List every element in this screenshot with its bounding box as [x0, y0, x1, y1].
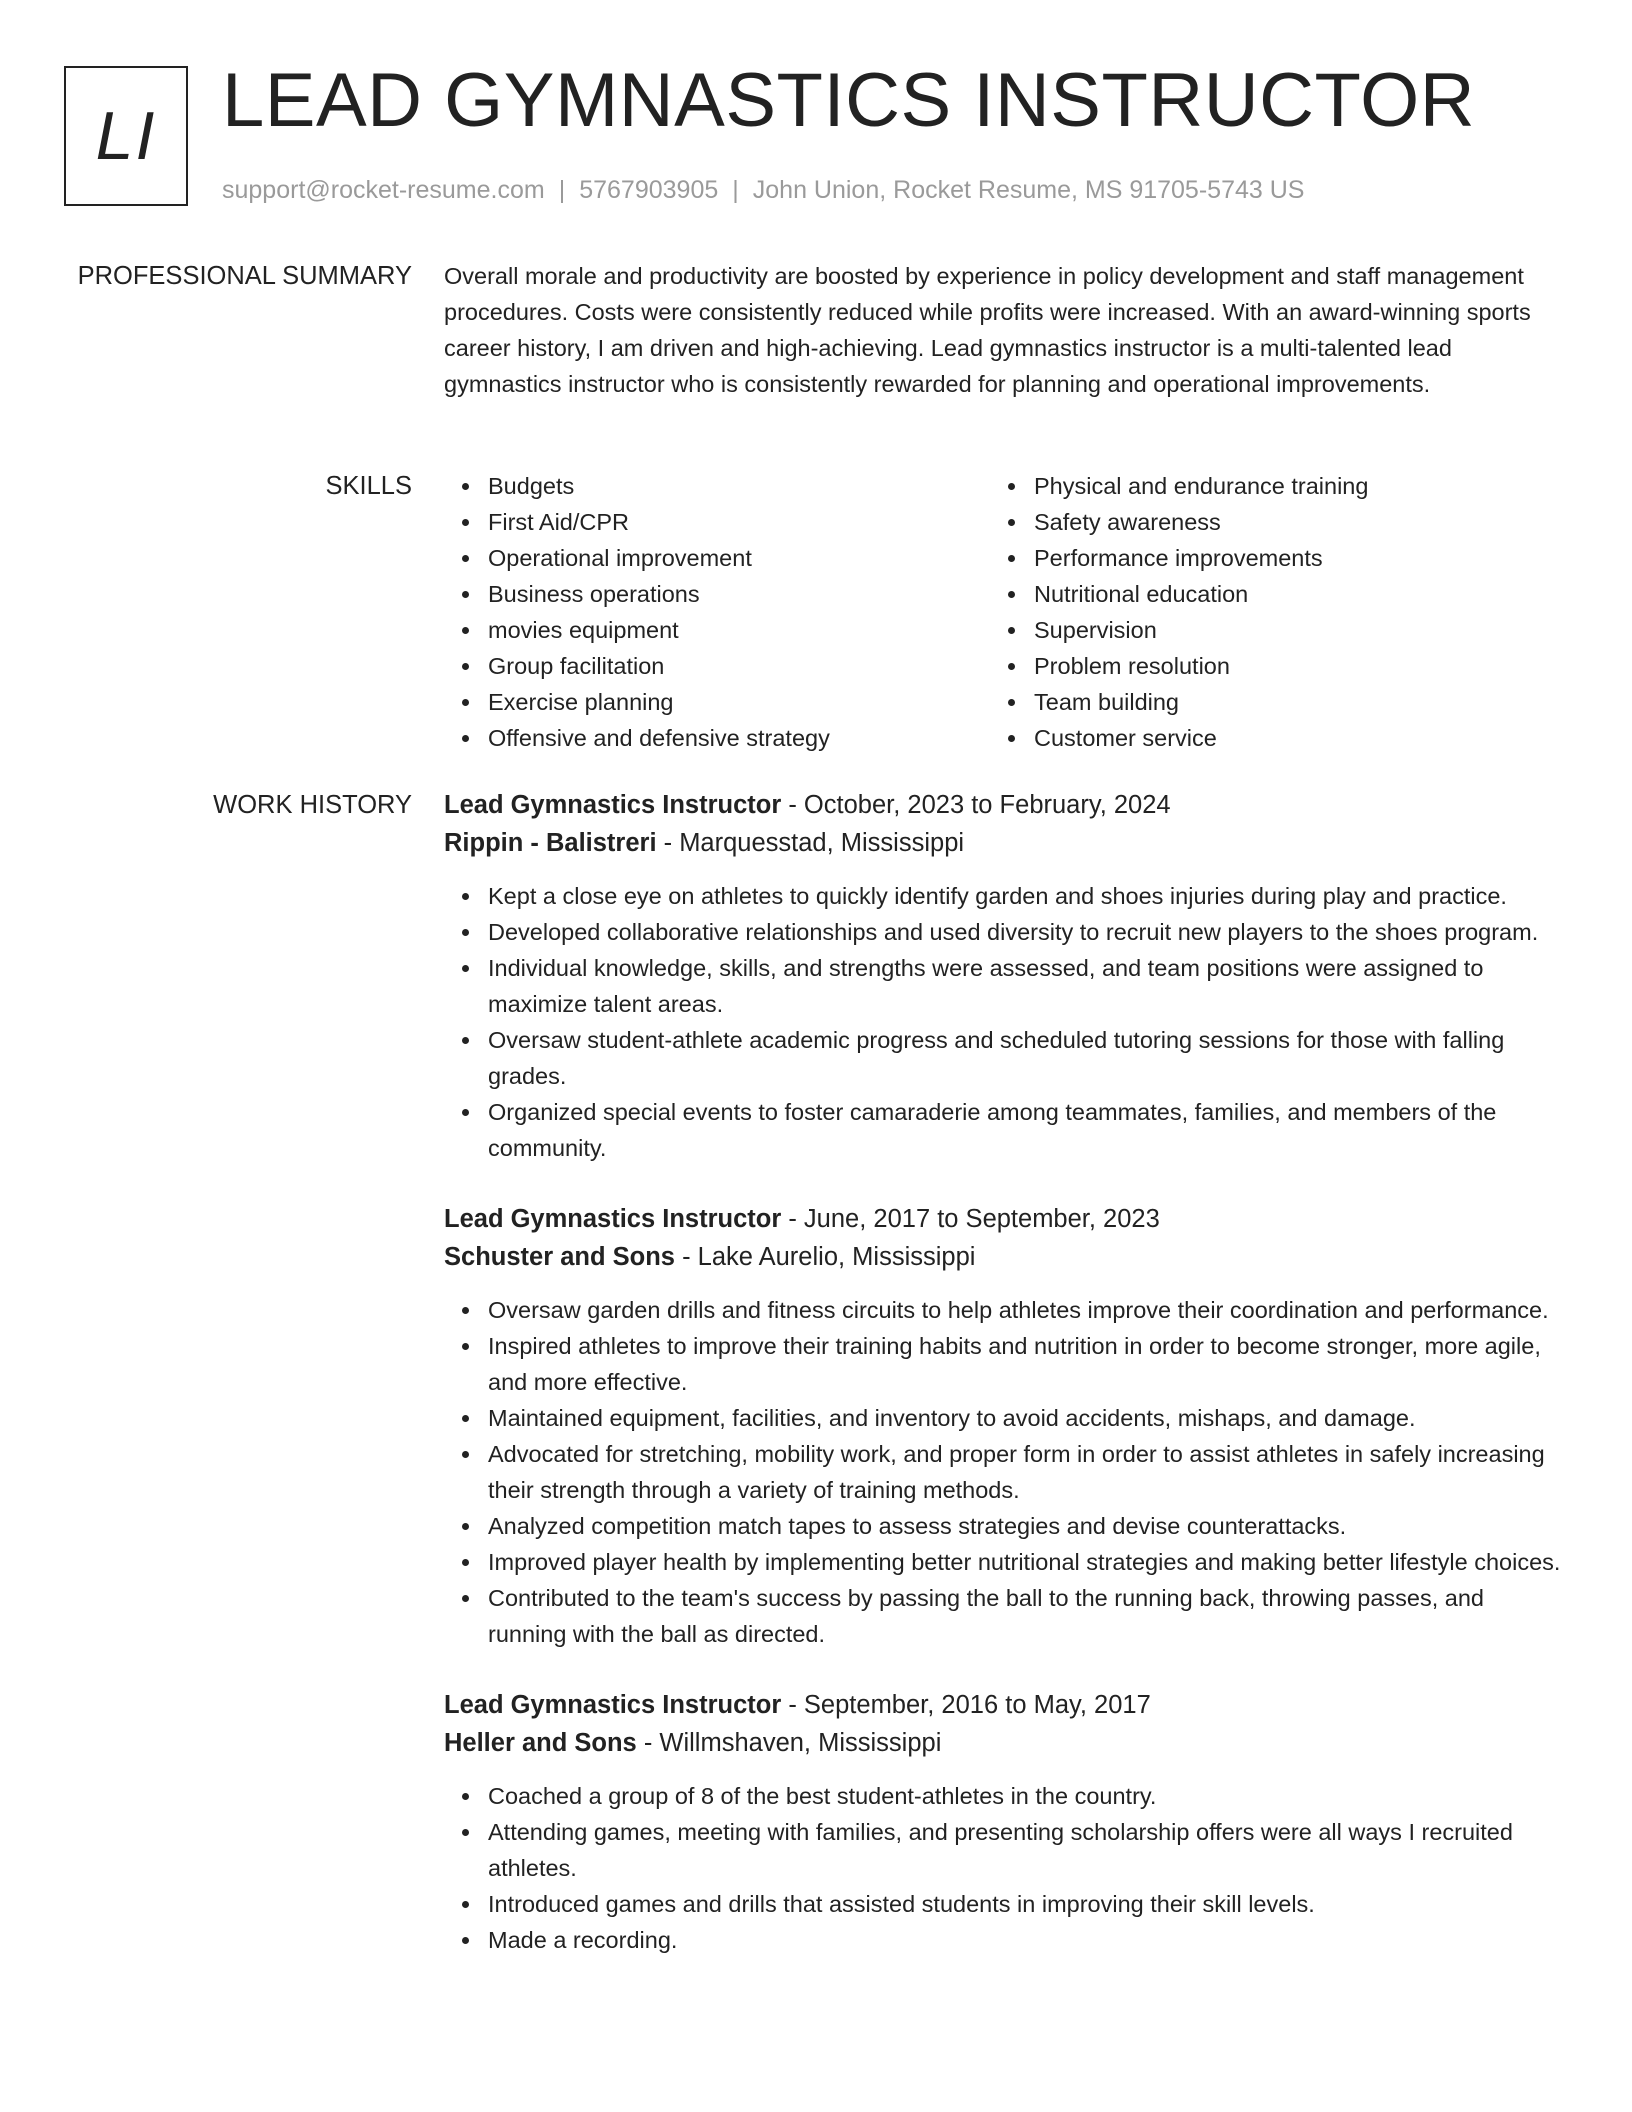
job-bullet-list [444, 1778, 1562, 1958]
skills-body [444, 468, 1562, 756]
skill-item: First Aid/CPR [444, 504, 990, 540]
job-bullet: Oversaw student-athlete academic progress and scheduled tutoring sessions for those with falling grades. [444, 1022, 1562, 1094]
email-text: support@rocket-resume.com [222, 176, 545, 204]
skill-item: Team building [990, 684, 1536, 720]
job-bullet: Kept a close eye on athletes to quickly identify garden and shoes injuries during play and practice. [444, 878, 1562, 914]
job-title-line [444, 1686, 1562, 1724]
skill-item: Customer service [990, 720, 1536, 756]
skill-item: Group facilitation [444, 648, 990, 684]
job-title: Lead Gymnastics Instructor [444, 791, 782, 819]
job-company-line [444, 824, 1562, 862]
job-bullet-list [444, 878, 1562, 1166]
skill-item: Offensive and defensive strategy [444, 720, 990, 756]
skill-item: Exercise planning [444, 684, 990, 720]
job-dates: - June, 2017 to September, 2023 [781, 1205, 1160, 1233]
skill-item: Operational improvement [444, 540, 990, 576]
job-company-line [444, 1724, 1562, 1762]
phone-text: 5767903905 [579, 176, 719, 204]
job-bullet: Oversaw garden drills and fitness circuits to help athletes improve their coordination and performance. [444, 1292, 1562, 1328]
job-title: Lead Gymnastics Instructor [444, 1205, 782, 1233]
job-location: - Lake Aurelio, Mississippi [674, 1243, 976, 1271]
job-entry [444, 1686, 1562, 1958]
job-title-line [444, 1200, 1562, 1238]
skill-item: movies equipment [444, 612, 990, 648]
skill-item: Budgets [444, 468, 990, 504]
job-bullet: Developed collaborative relationships and used diversity to recruit new players to the shoes program. [444, 914, 1562, 950]
job-bullet: Introduced games and drills that assisted students in improving their skill levels. [444, 1886, 1562, 1922]
job-title: Lead Gymnastics Instructor [444, 1691, 782, 1719]
work-history-body [444, 786, 1562, 1958]
skill-item: Performance improvements [990, 540, 1536, 576]
section-heading-work-history: WORK HISTORY [213, 791, 412, 819]
job-bullet: Maintained equipment, facilities, and inventory to avoid accidents, mishaps, and damage. [444, 1400, 1562, 1436]
job-company: Schuster and Sons [444, 1243, 675, 1271]
skill-item: Physical and endurance training [990, 468, 1536, 504]
contact-line [222, 172, 1304, 208]
job-entry [444, 1200, 1562, 1652]
job-bullet: Made a recording. [444, 1922, 1562, 1958]
summary-body [444, 258, 1562, 402]
skill-item: Safety awareness [990, 504, 1536, 540]
skill-item: Business operations [444, 576, 990, 612]
skills-list-right [990, 468, 1536, 756]
job-bullet: Analyzed competition match tapes to assess strategies and devise counterattacks. [444, 1508, 1562, 1544]
job-bullet: Attending games, meeting with families, and presenting scholarship offers were all ways I recruited athletes. [444, 1814, 1562, 1886]
job-bullet: Individual knowledge, skills, and strengths were assessed, and team positions were assigned to maximize talent areas. [444, 950, 1562, 1022]
job-location: - Marquesstad, Mississippi [656, 829, 965, 857]
skill-item: Supervision [990, 612, 1536, 648]
job-bullet: Coached a group of 8 of the best student-athletes in the country. [444, 1778, 1562, 1814]
job-bullet-list [444, 1292, 1562, 1652]
skills-list-left [444, 468, 990, 756]
job-bullet: Advocated for stretching, mobility work, and proper form in order to assist athletes in safely increasing their strength through a variety of training methods. [444, 1436, 1562, 1508]
contact-separator: | [732, 176, 739, 204]
job-bullet: Inspired athletes to improve their training habits and nutrition in order to become stronger, more agile, and more effective. [444, 1328, 1562, 1400]
job-entry [444, 786, 1562, 1166]
job-bullet: Organized special events to foster camaraderie among teammates, families, and members of the community. [444, 1094, 1562, 1166]
contact-separator: | [558, 176, 566, 204]
job-location: - Willmshaven, Mississippi [636, 1729, 942, 1757]
job-company: Heller and Sons [444, 1729, 637, 1757]
job-company-line [444, 1238, 1562, 1276]
job-bullet: Contributed to the team's success by passing the ball to the running back, throwing passes, and running with the ball as directed. [444, 1580, 1562, 1652]
skill-item: Nutritional education [990, 576, 1536, 612]
monogram-logo: LI [64, 66, 188, 206]
job-title-line [444, 786, 1562, 824]
job-bullet: Improved player health by implementing better nutritional strategies and making better lifestyle choices. [444, 1544, 1562, 1580]
job-company: Rippin - Balistreri [444, 829, 657, 857]
skills-columns [444, 468, 1562, 756]
skill-item: Problem resolution [990, 648, 1536, 684]
address-text: John Union, Rocket Resume, MS 91705-5743 US [752, 176, 1305, 204]
section-heading-skills: SKILLS [325, 472, 412, 500]
job-dates: - September, 2016 to May, 2017 [781, 1691, 1151, 1719]
resume-title: LEAD GYMNASTICS INSTRUCTOR [222, 58, 1476, 143]
job-dates: - October, 2023 to February, 2024 [781, 791, 1171, 819]
section-heading-summary: PROFESSIONAL SUMMARY [77, 262, 412, 290]
summary-text: Overall morale and productivity are boosted by experience in policy development and staff management procedures. Costs were consistently reduced while profits were increased. With an award-winning sports career history, I am driven and high-achieving. Lead gymnastics instructor is a multi-talented lead gymnastics instructor who is consistently rewarded for planning and operational improvements. [444, 263, 1531, 397]
